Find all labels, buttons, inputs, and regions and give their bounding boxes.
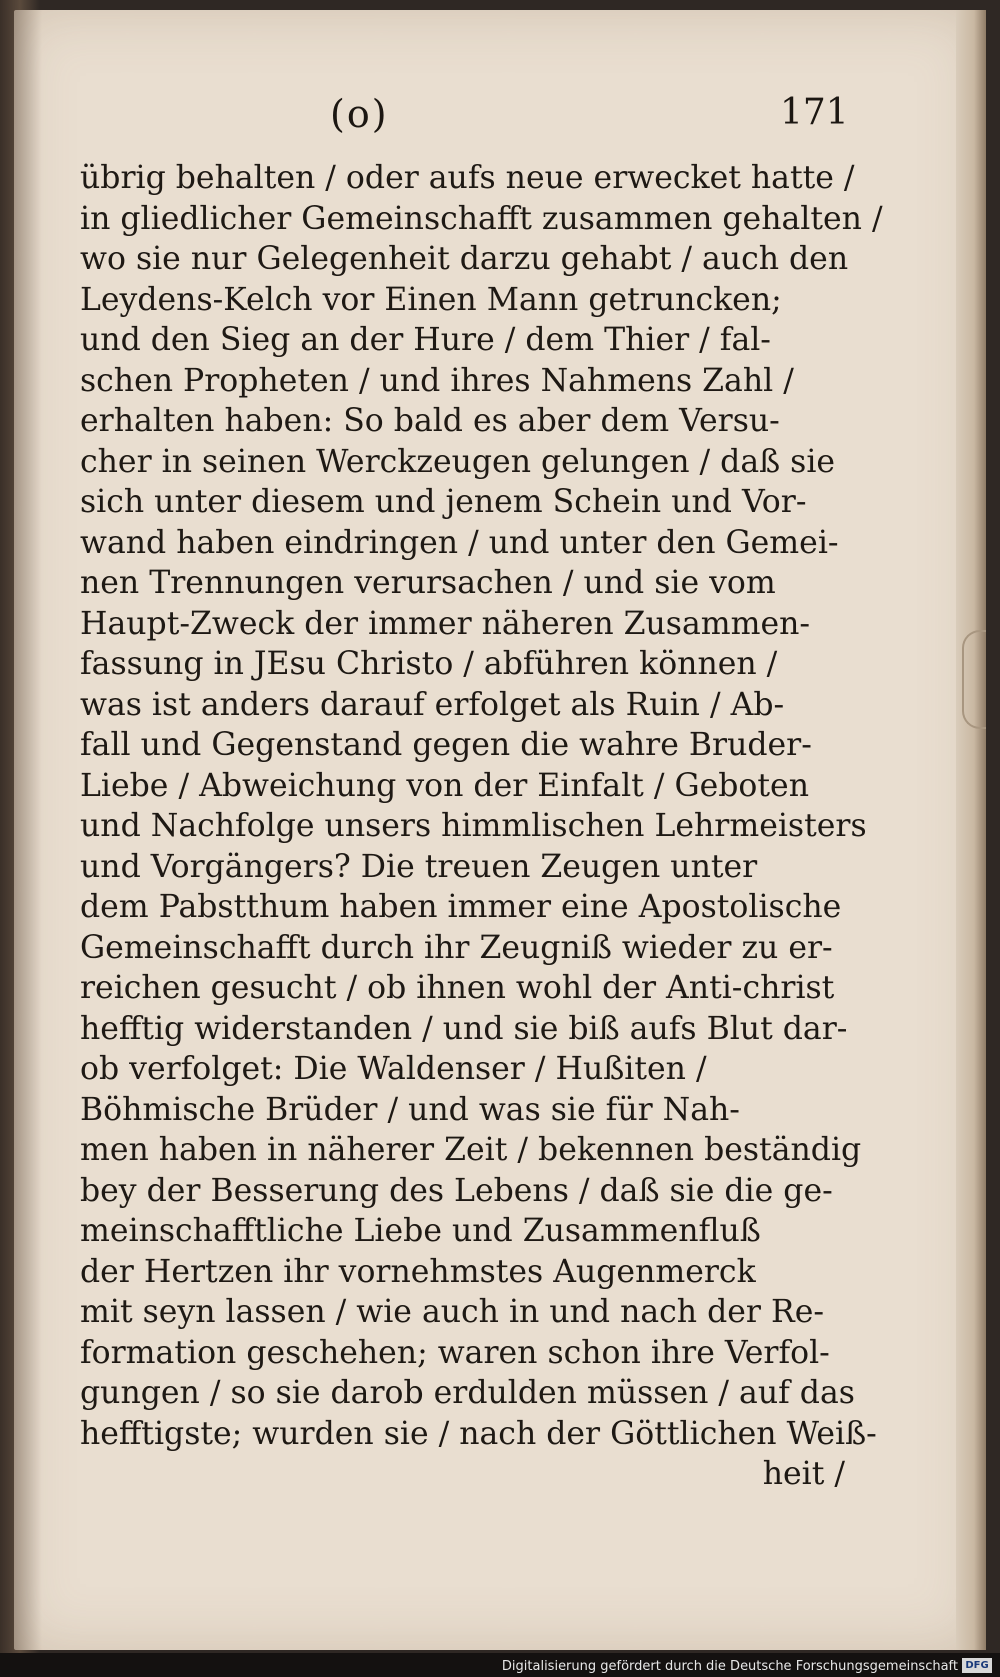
text-line: fall und Gegenstand gegen die wahre Bruder- [80, 727, 812, 763]
text-line: mit seyn lassen / wie auch in und nach der Re- [80, 1294, 824, 1330]
dfg-logo: DFG [962, 1658, 992, 1673]
text-line: fassung in JEsu Christo / abführen können / [80, 646, 778, 682]
text-line: Leydens-Kelch vor Einen Mann getruncken; [80, 281, 782, 318]
text-line: erhalten haben: So bald es aber dem Versu- [80, 403, 780, 439]
text-line: wand haben eindringen / und unter den Gemei- [80, 524, 839, 561]
funding-credit: Digitalisierung gefördert durch die Deutsche Forschungsgemeinschaft [501, 1659, 958, 1674]
body-text [80, 158, 883, 1495]
text-line: cher in seinen Werckzeugen gelungen / daß sie [80, 443, 836, 480]
page-edge [956, 10, 986, 1650]
text-line: hefftig widerstanden / und sie biß aufs Blut dar- [80, 1010, 848, 1047]
text-line: formation geschehen; waren schon ihre Verfol- [80, 1334, 830, 1371]
text-line: in gliedlicher Gemeinschafft zusammen gehalten / [80, 200, 883, 237]
catchword-line: heit / [762, 1456, 845, 1492]
text-line: ob verfolget: Die Waldenser / Hußiten / [80, 1051, 707, 1087]
clasp-mark [962, 630, 986, 729]
binding-shadow [14, 10, 42, 1650]
text-line: meinschafftliche Liebe und Zusammenfluß [80, 1213, 761, 1249]
text-line: gungen / so sie darob erdulden müssen / auf das [80, 1375, 855, 1411]
text-line: und Vorgängers? Die treuen Zeugen unter [80, 848, 758, 885]
footer-bar [0, 1653, 1000, 1677]
text-line: und Nachfolge unsers himmlischen Lehrmeisters [80, 808, 867, 844]
text-line: und den Sieg an der Hure / dem Thier / fal- [80, 322, 771, 358]
text-line: Böhmische Brüder / und was sie für Nah- [80, 1091, 740, 1128]
text-line: sich unter diesem und jenem Schein und Vor- [80, 484, 807, 520]
text-line: Gemeinschafft durch ihr Zeugniß wieder zu er- [80, 929, 833, 966]
text-line: hefftigste; wurden sie / nach der Göttlichen Weiß- [80, 1415, 877, 1452]
text-line: Liebe / Abweichung von der Einfalt / Geboten [80, 767, 809, 804]
page-number: 171 [780, 92, 849, 133]
text-line: was ist anders darauf erfolget als Ruin / Ab- [80, 686, 785, 723]
text-line: übrig behalten / oder aufs neue erwecket hatte / [80, 160, 855, 196]
text-line: wo sie nur Gelegenheit darzu gehabt / auch den [80, 241, 849, 277]
text-line: schen Propheten / und ihres Nahmens Zahl / [80, 362, 794, 399]
text-line: dem Pabstthum haben immer eine Apostolische [80, 889, 842, 925]
text-line: nen Trennungen verursachen / und sie vom [80, 565, 776, 601]
header-ornament: (o) [330, 92, 389, 136]
text-line: Haupt-Zweck der immer näheren Zusammen- [80, 605, 811, 642]
text-line: der Hertzen ihr vornehmstes Augenmerck [80, 1253, 756, 1290]
text-line: reichen gesucht / ob ihnen wohl der Anti-christ [80, 970, 835, 1006]
text-line: men haben in näherer Zeit / bekennen beständig [80, 1132, 862, 1168]
text-line: bey der Besserung des Lebens / daß sie die ge- [80, 1172, 833, 1209]
